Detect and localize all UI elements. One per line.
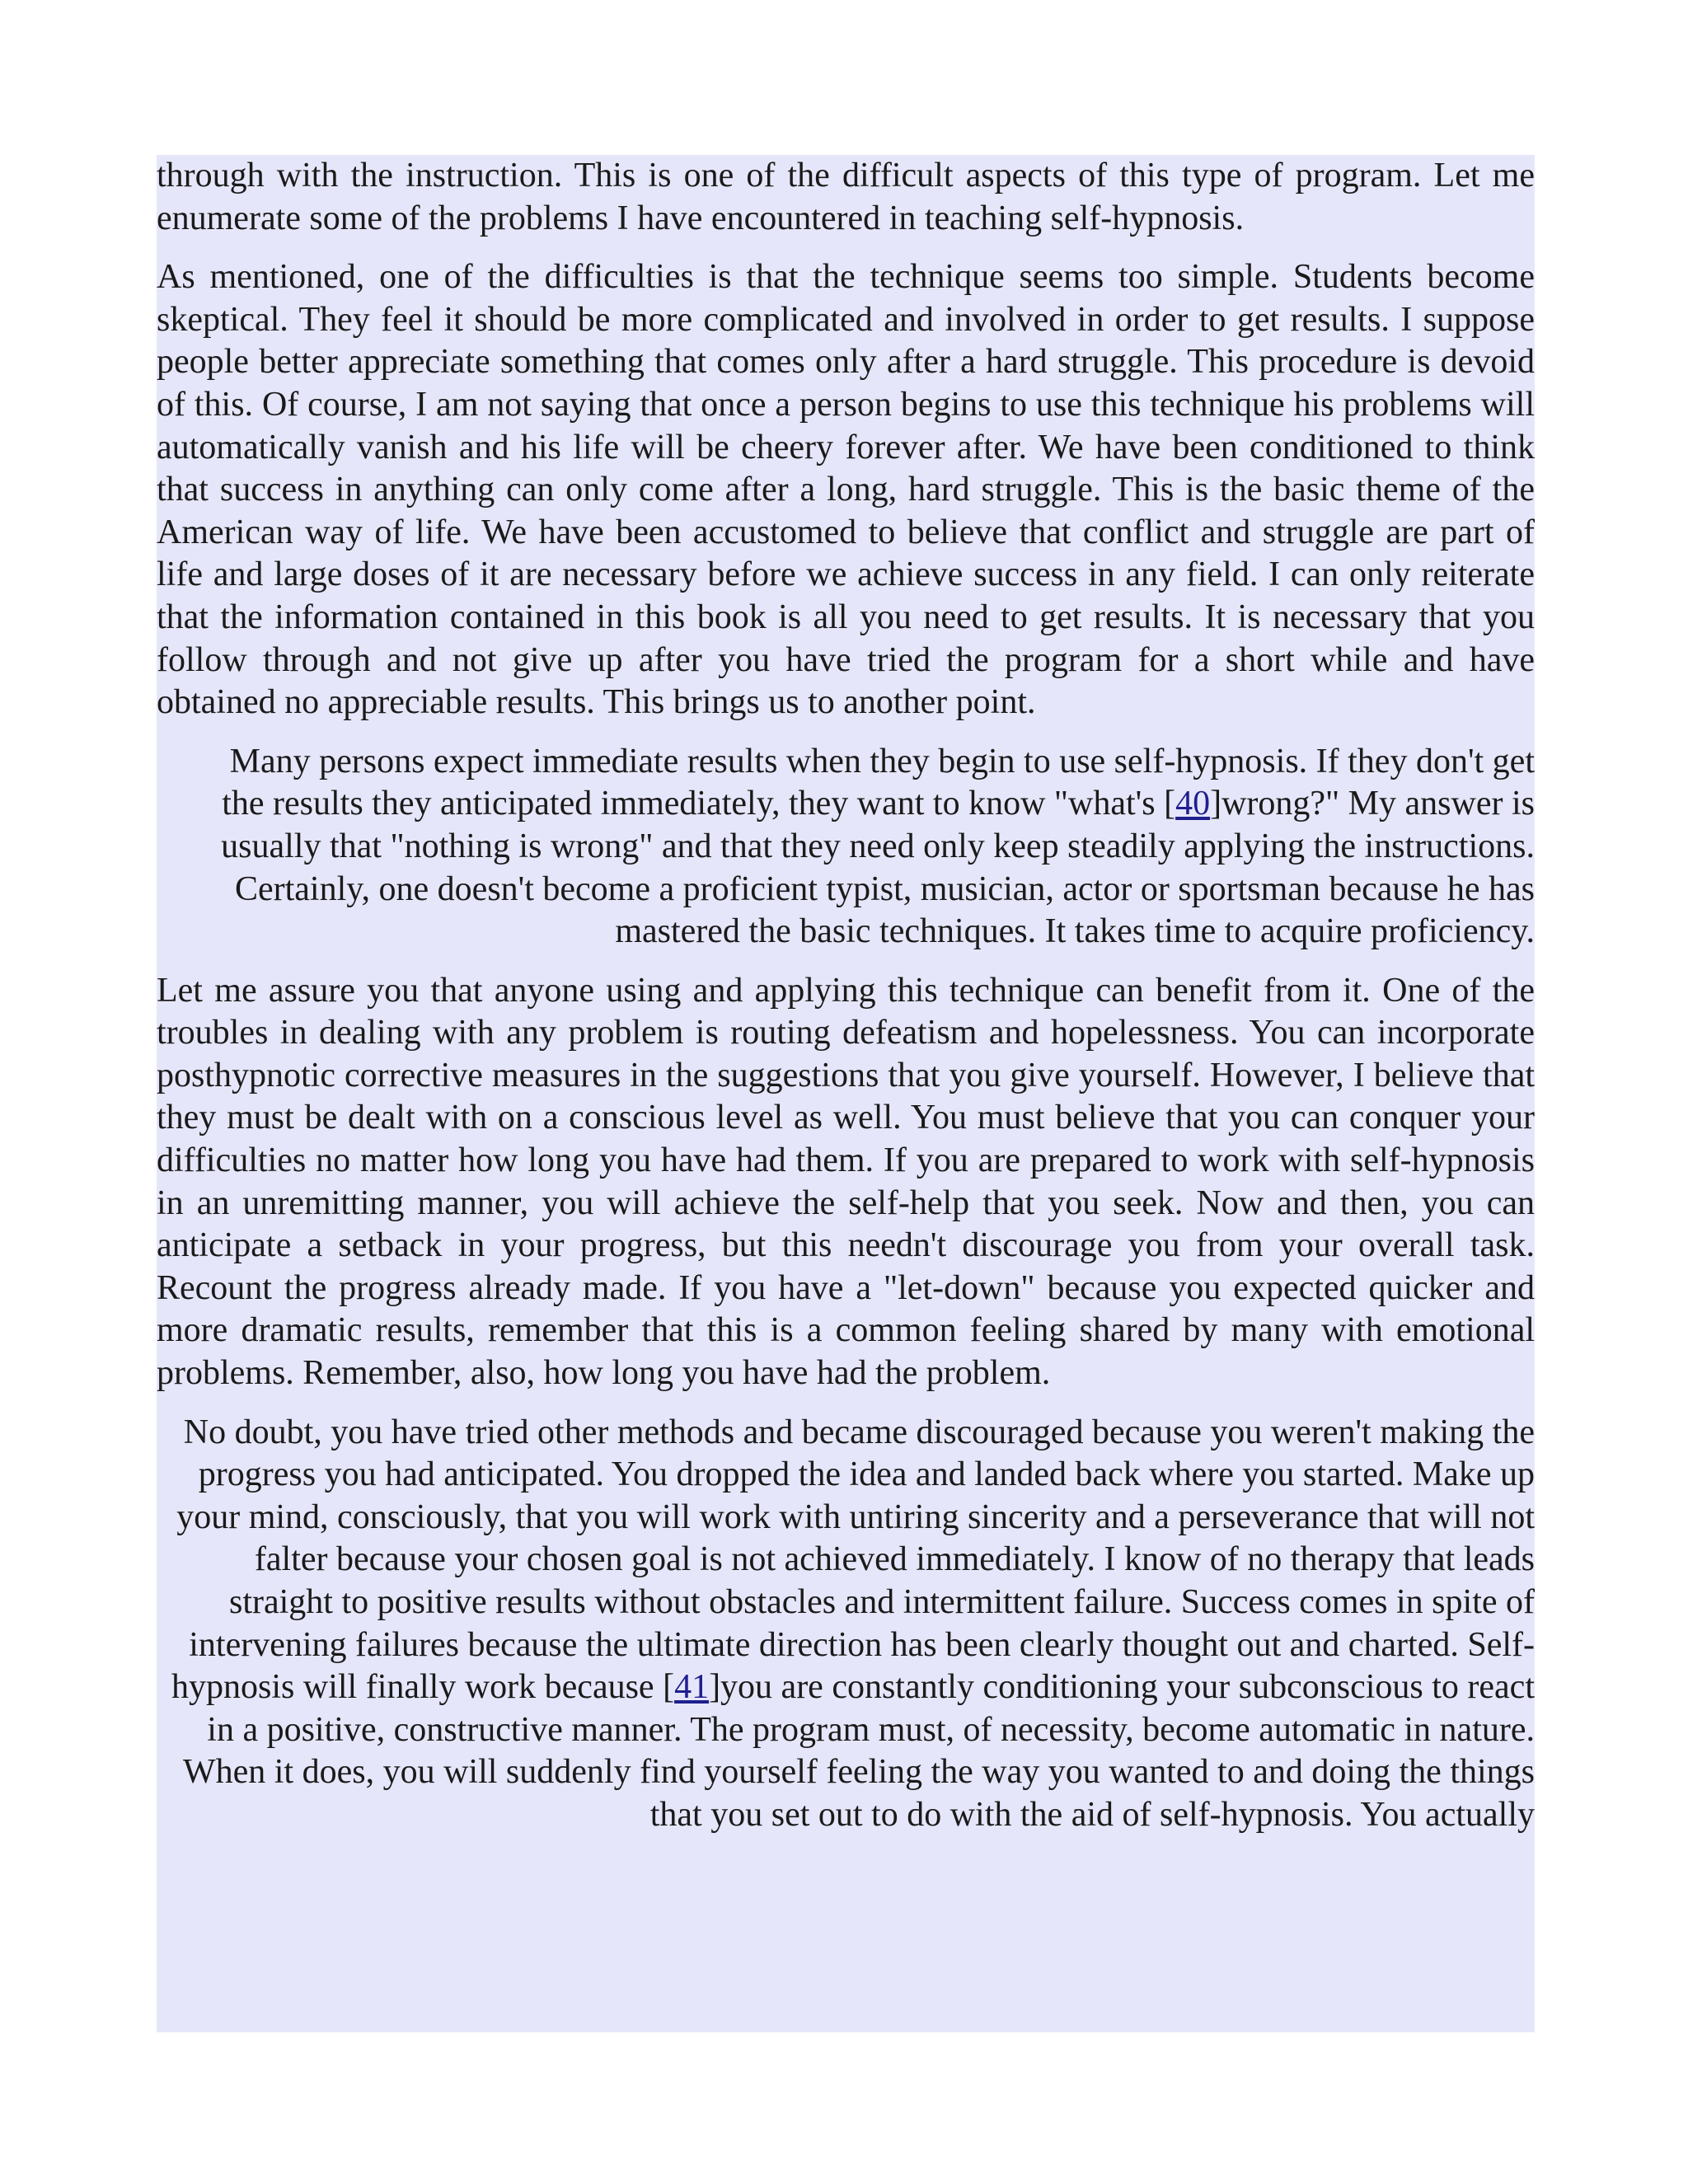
highlighted-text-region <box>157 155 1535 2032</box>
paragraph-gap <box>157 1395 1535 1412</box>
paragraph-4 <box>157 970 1535 1395</box>
paragraph-gap <box>157 240 1535 256</box>
paragraph-gap <box>157 724 1535 741</box>
paragraph-3-text-before: Many persons expect immediate results when they begin to use self-hypnosis. If they don't get the results they anticipated immediately, they want to know "what's [ <box>222 742 1535 823</box>
paragraph-3-text-after: ]wrong?" My answer is usually that "nothing is wrong" and that they need only keep steadily applying the instructions. Certainly, one doesn't become a proficient typist, musician, actor or sportsman because he has mastered the basic techniques. It takes time to acquire proficiency. <box>221 785 1535 951</box>
paragraph-1-text: through with the instruction. This is one of the difficult aspects of this type of program. Let me enumerate some of the problems I have encountered in teaching self-hypnosis. <box>157 157 1535 237</box>
paragraph-4-text: Let me assure you that anyone using and applying this technique can benefit from it. One of the troubles in dealing with any problem is routing defeatism and hopelessness. You can incorporate posthypnotic corrective measures in the suggestions that you give yourself. However, I believe that they must be dealt with on a conscious level as well. You must believe that you can conquer your difficulties no matter how long you have had them. If you are prepared to work with self-hypnosis in an unremitting manner, you will achieve the self-help that you seek. Now and then, you can anticipate a setback in your progress, but this needn't discourage you from your overall task. Recount the progress already made. If you have a "let-down" because you expected quicker and more dramatic results, remember that this is a common feeling shared by many with emotional problems. Remember, also, how long you have had the problem. <box>157 971 1535 1393</box>
paragraph-5-text-before: No doubt, you have tried other methods and became discouraged because you weren't making the progress you had anticipated. You dropped the idea and landed back where you started. Make up your mind, consciously, that you will work with untiring sincerity and a perseverance that will not falter because your chosen goal is not achieved immediately. I know of no therapy that leads straight to positive results without obstacles and intermittent failure. Success comes in spite of intervening failures because the ultimate direction has been clearly thought out and charted. Self-hypnosis will finally work because [ <box>171 1413 1535 1707</box>
paragraph-gap <box>157 954 1535 970</box>
paragraph-3 <box>157 741 1535 954</box>
paragraph-1 <box>157 155 1535 240</box>
paragraph-2 <box>157 256 1535 724</box>
paragraph-2-text: As mentioned, one of the difficulties is that the technique seems too simple. Students become skeptical. They feel it should be more complicated and involved in order to get results. I suppose people better appreciate something that comes only after a hard struggle. This procedure is devoid of this. Of course, I am not saying that once a person begins to use this technique his problems will automatically vanish and his life will be cheery forever after. We have been conditioned to think that success in anything can only come after a long, hard struggle. This is the basic theme of the American way of life. We have been accustomed to believe that conflict and struggle are part of life and large doses of it are necessary before we achieve success in any field. I can only reiterate that the information contained in this book is all you need to get results. It is necessary that you follow through and not give up after you have tried the program for a short while and have obtained no appreciable results. This brings us to another point. <box>157 258 1535 722</box>
page-link-40[interactable]: 40 <box>1175 785 1211 823</box>
paragraph-5-text-after: ]you are constantly conditioning your subconscious to react in a positive, constructive manner. The program must, of necessity, become automatic in nature. When it does, you will suddenly find yourself feeling the way you wanted to and doing the things that you set out to do with the aid of self-hypnosis. You actually <box>182 1668 1535 1834</box>
page-link-41[interactable]: 41 <box>674 1668 710 1707</box>
paragraph-5 <box>157 1412 1535 1837</box>
